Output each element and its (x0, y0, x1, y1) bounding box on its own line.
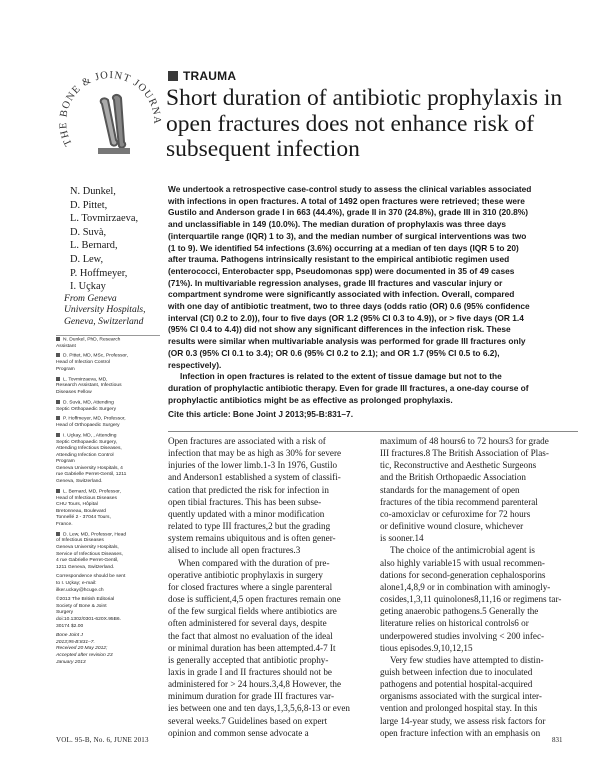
author-note (56, 489, 160, 529)
abstract-line: We undertook a retrospective case-control study to assess the clinical variables associated (168, 184, 532, 194)
body-line: operative antibiotic prophylaxis in surgery (168, 569, 323, 580)
body-line: cation that predicted the risk for infection in (168, 484, 329, 495)
body-line: the fact that almost no evaluation of the ideal (168, 630, 333, 641)
body-line: geting anaerobic pathogens.5 Generally the (380, 606, 539, 617)
author-note (56, 337, 160, 350)
note-line: L. Bernard, MD, Professor, (56, 489, 160, 496)
note-line: D. Pittet, MD, MSc, Professor, (56, 353, 160, 360)
author-note (56, 377, 160, 397)
abstract-divider (168, 431, 578, 432)
body-line: laxis in grade I and II fractures should not be (168, 666, 332, 677)
abstract-line: respectively). (168, 359, 222, 370)
note-line: Program (56, 459, 75, 465)
note-bullet-icon (56, 377, 60, 381)
article-title (166, 86, 586, 163)
body-line: When compared with the duration of pre- (178, 557, 330, 568)
author-list (70, 185, 138, 294)
body-line: literature relies on historical controls6 or (380, 618, 529, 629)
author: L. Bernard, (70, 240, 118, 252)
copyright (56, 597, 160, 630)
body-line: tic, Reconstructive and Aesthetic Surgeons (380, 460, 537, 471)
abstract-line: (95% CI 0.4 to 4.4)) did not show any significant differences in the infection risk. These (168, 324, 511, 335)
abstract-line: after trauma. Pathogens intrinsically resistant to the empirical antibiotic regimen used (168, 254, 510, 265)
abstract-line: results were similar when multivariable analysis was performed for grade III fractures only (168, 336, 526, 347)
note-line: Program (56, 366, 75, 372)
journal-info (56, 633, 160, 666)
note-line: L. Tovmirzaeva, MD, (56, 377, 160, 384)
body-line: tious episodes.9,10,12,15 (380, 642, 473, 653)
note-line: 30174 $2.00 (56, 623, 84, 629)
author: D. Pittet, (70, 199, 108, 211)
note-line: Accepted after revision 23 (56, 652, 113, 658)
logo-text: THE BONE & JOINT JOURNA (58, 69, 163, 148)
abstract-line: (OR 0.3 (95% CI 0.1 to 3.4); OR 0.6 (95% CI 0.2 to 2.1); and OR 1.7 (95% CI 0.5 to 6.2), (168, 347, 500, 358)
note-line: P. Hoffmeyer, MD, Professor, (56, 416, 160, 423)
note-line: N. Dunkel, PhD, Research (56, 337, 160, 344)
sidebar-divider (56, 335, 160, 336)
note-line: France. (56, 521, 73, 527)
abstract-line: (enterococci, Enterobacter spp, Pseudomonas spp) were documented in 35 of 49 cases (168, 265, 515, 276)
abstract (168, 184, 578, 421)
body-line: III fractures.8 The British Association of Plas- (380, 448, 549, 459)
note-line: Head of Orthopaedic Surgery (56, 423, 120, 429)
body-line: several weeks.7 Guidelines based on expert (168, 715, 328, 726)
body-column-right (380, 435, 580, 739)
note-line: Surgery (56, 610, 74, 616)
body-line: injuries of the lower limb.1-3 In 1976, Gustilo (168, 460, 338, 471)
note-line: Geneva University Hospitals, 4 (56, 465, 123, 471)
body-line: Open fractures are associated with a risk of (168, 436, 326, 446)
author: P. Hoffmeyer, (70, 267, 128, 279)
note-line: I. Uçkay, MD, , Attending (56, 433, 160, 440)
note-line: Bretonneau, Boulevard (56, 508, 107, 514)
body-line: dose is sufficient,4,5 open fractures remain one (168, 594, 341, 605)
abstract-line: with infections in open fractures. A total of 1492 open fractures were retrieved; these were (168, 195, 525, 206)
author: N. Dunkel, (70, 186, 116, 197)
author-note (56, 353, 160, 373)
abstract-line: (71%). In multivariable regression analyses, grade III fractures and vascular injury or (168, 277, 503, 288)
note-line: to I. Uçkay; e-mail: (56, 580, 97, 586)
note-line: Septic Orthopaedic Surgery, (56, 439, 118, 445)
note-line: Assistant (56, 343, 76, 349)
note-line: CHU Tours, Hôpital (56, 502, 98, 508)
logo-emblem (58, 62, 168, 174)
body-line: opinion and common sense advocate a (168, 727, 309, 738)
body-line: or definitive wound closure, whichever (380, 521, 524, 532)
note-bullet-icon (56, 532, 60, 536)
abstract-line: prophylactic antibiotics might be as effective as prolonged prophylaxis. (168, 394, 453, 405)
author: D. Suvà, (70, 226, 107, 238)
abstract-line: (1 to 9). We identified 54 infections (3.6%) occurring at a median of ten days (IQR 5 to 20) (168, 242, 519, 253)
title-line: open fractures does not enhance risk of (166, 110, 535, 137)
note-line: doi:10.1302/0301-620X.95B6. (56, 616, 121, 622)
body-line: Very few studies have attempted to distin- (390, 654, 544, 665)
note-line: Bone Joint J (56, 633, 83, 639)
note-line: ©2013 The British Editorial (56, 597, 115, 603)
body-line: system remains ubiquitous and is often gener- (168, 533, 336, 544)
note-bullet-icon (56, 337, 60, 341)
body-line: alised to include all open fractures.3 (168, 545, 301, 556)
body-line: is generally accepted that antibiotic prophy- (168, 654, 329, 665)
body-line: of the few surgical fields where antibiotics are (168, 606, 337, 617)
note-line: Attending Infectious Diseases, (56, 446, 122, 452)
footer-issue: VOL. 95-B, No. 6, JUNE 2013 (56, 736, 149, 744)
note-line: Head of Infectious Diseases (56, 495, 117, 501)
abstract-line: (interquartile range (IQR) 1 to 3), and the median number of surgical interventions was two (168, 230, 527, 241)
body-line: quently updated with a minor modification (168, 508, 325, 519)
body-line: The choice of the antimicrobial agent is (390, 545, 535, 556)
body-line: or minimal duration has been attempted.4-7 It (168, 642, 336, 653)
note-line: ilker.uckay@hcuge.ch (56, 587, 104, 593)
note-line: Correspondence should be sent (56, 574, 126, 580)
section-square-icon (168, 71, 178, 81)
note-line: Head of Infection Control (56, 360, 111, 366)
abstract-line: duration of prophylactic antibiotic therapy. Even for grade III fractures, a one-day course of (168, 382, 529, 393)
author: I. Uçkay (70, 281, 106, 293)
body-line: administered for > 24 hours.3,4,8 However, the (168, 679, 342, 690)
note-line: Geneva University Hospitals, (56, 545, 119, 550)
citation: Cite this article: Bone Joint J 2013;95-B:831–7. (168, 409, 354, 420)
body-line: large 14-year study, we assess risk factors for (380, 715, 546, 726)
abstract-line: interval (CI) 0.2 to 2.0)), four to five days (OR 1.2 (95% CI 0.3 to 4.9)), or > five days (OR 1.4 (168, 312, 524, 323)
body-line: fractures of the tibia recommend parenteral (380, 496, 538, 507)
body-line: open tibial fractures. This has been subse- (168, 496, 322, 507)
abstract-line: compartment syndrome were significantly associated with infection. Overall, compared (168, 289, 515, 300)
body-line: infection that may be as high as 30% for severe (168, 448, 342, 459)
section-header (168, 69, 236, 83)
body-line: often administered for several days, despite (168, 618, 327, 629)
body-line: related to type III fractures,2 but the grading (168, 521, 331, 532)
title-line: subsequent infection (166, 136, 360, 162)
note-line: Geneva, Switzerland. (56, 479, 103, 485)
affiliation-line: From Geneva (64, 293, 117, 304)
note-line: 1211 Geneva, Switzerland. (56, 564, 115, 570)
note-line: 4 rue Gabrielle Perret-Gentil, (56, 558, 119, 564)
note-line: 2013;95-B:831–7. (56, 639, 95, 645)
author-note (56, 416, 160, 429)
author-note (56, 532, 160, 572)
body-line: alone1,4,8,9 or in combination with aminogly- (380, 581, 551, 592)
title-line: Short duration of antibiotic prophylaxis in (166, 85, 563, 111)
note-bullet-icon (56, 400, 60, 404)
note-line: D. Suvà, MD, Attending (56, 400, 160, 407)
note-bullet-icon (56, 433, 60, 437)
correspondence (56, 574, 160, 594)
note-bullet-icon (56, 489, 60, 493)
affiliation-line: University Hospitals, (64, 304, 146, 316)
body-line: ies between one and ten days,1,3,5,6,8-13 or even (168, 703, 350, 714)
body-line: dations for second-generation cephalosporins (380, 569, 546, 580)
section-label: TRAUMA (183, 69, 237, 83)
note-line: Received 20 May 2012; (56, 646, 108, 652)
affiliation-line: Geneva, Switzerland (64, 315, 144, 327)
body-line: standards for the management of open (380, 484, 520, 495)
body-line: cosides,1,3,11 quinolones8,11,16 or regimens tar- (380, 594, 562, 605)
note-line: Diseases Fellow (56, 390, 92, 396)
note-line: Attending Infection Control (56, 452, 114, 458)
abstract-line: and unclassifiable in 149 (10.0%). The median duration of prophylaxis was three days (168, 219, 507, 230)
page-number: 831 (552, 736, 563, 744)
body-column-left (168, 435, 368, 739)
note-bullet-icon (56, 353, 60, 357)
note-line: Research Assistant, Infectious (56, 383, 122, 389)
author-note (56, 433, 160, 486)
body-line: maximum of 48 hours6 to 72 hours3 for grade (380, 436, 549, 446)
body-line: open fracture infection with an emphasis on (380, 727, 541, 738)
body-line: guish between infection due to inoculated (380, 666, 533, 677)
body-line: minimum duration for grade III fractures var- (168, 691, 335, 702)
body-line: underpowered studies involving < 200 infec- (380, 630, 545, 641)
abstract-line: Infection in open fractures is related to the extent of tissue damage but not to the (180, 371, 502, 382)
body-line: pathogens and potential hospital-acquired (380, 679, 533, 690)
author: D. Lew, (70, 253, 104, 265)
affiliation (64, 293, 146, 327)
note-line: of Infectious Diseases (56, 538, 104, 544)
abstract-line: Gustilo and Anderson grade I in 663 (44.4%), grade II in 370 (24.8%), grade III in 310 (20.8%) (168, 207, 528, 218)
abstract-line: with one day of antibiotic treatment, two to three days (odds ratio (OR) 0.6 (95% confidence (168, 301, 530, 312)
body-line: co-amoxiclav or cefuroxime for 72 hours (380, 508, 531, 519)
body-line: is sooner.14 (380, 533, 424, 544)
body-line: vention and prolonged hospital stay. In this (380, 703, 538, 714)
note-line: January 2013 (56, 659, 86, 665)
note-line: D. Lew, MD, Professor, Head (56, 532, 160, 539)
note-line: Society of Bone & Joint (56, 603, 107, 609)
body-line: organisms associated with the surgical inter- (380, 691, 542, 702)
author: L. Tovmirzaeva, (70, 213, 139, 225)
body-line: and the British Orthopaedic Association (380, 472, 526, 483)
note-line: rue Gabrielle Perret-Gentil, 1211 (56, 472, 127, 478)
note-line: Service of Infectious Diseases, (56, 551, 123, 557)
note-bullet-icon (56, 416, 60, 420)
body-line: and Anderson1 established a system of classifi- (168, 472, 341, 483)
note-line: Tonnellé 2 - 37044 Tours, (56, 515, 111, 521)
body-line: also highly variable15 with usual recommen- (380, 557, 545, 568)
body-line: for closed fractures where a single parenteral (168, 581, 333, 592)
author-notes (56, 337, 160, 669)
note-line: Septic Orthopaedic Surgery (56, 406, 117, 412)
journal-logo (58, 62, 168, 174)
author-note (56, 400, 160, 413)
